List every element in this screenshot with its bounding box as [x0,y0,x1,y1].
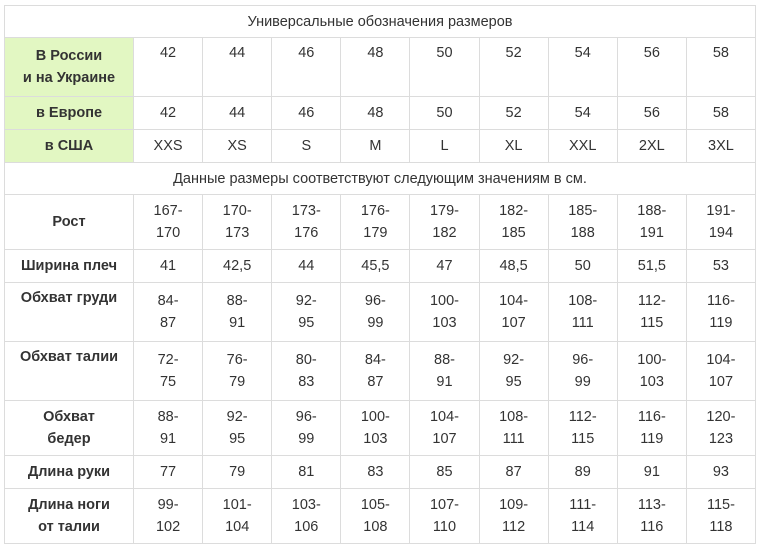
size-cell: XS [203,130,272,163]
measurement-cell: 84- 87 [341,342,410,401]
measurement-row [5,250,756,283]
row-label: в США [5,130,134,163]
measurement-cell: 99- 102 [134,489,203,544]
size-cell: 56 [617,97,686,130]
measurement-cell: 100- 103 [341,401,410,456]
measurement-cell: 167- 170 [134,195,203,250]
measurement-cell: 103- 106 [272,489,341,544]
measurement-cell: 104- 107 [686,342,755,401]
size-cell: 58 [686,97,755,130]
size-cell: M [341,130,410,163]
row-label: Обхват груди [5,283,134,342]
measurement-cell: 48,5 [479,250,548,283]
row-label: Обхват бедер [5,401,134,456]
size-cell: 3XL [686,130,755,163]
size-cell: 46 [272,38,341,97]
size-cell: 58 [686,38,755,97]
measurement-cell: 182- 185 [479,195,548,250]
measurement-cell: 96- 99 [272,401,341,456]
row-label: Длина ноги от талии [5,489,134,544]
measurement-cell: 93 [686,456,755,489]
size-row-russia [5,38,756,97]
table-title-row [5,6,756,38]
measurement-row [5,195,756,250]
measurement-cell: 80- 83 [272,342,341,401]
measurement-cell: 111- 114 [548,489,617,544]
measurement-cell: 77 [134,456,203,489]
size-row-europe [5,97,756,130]
size-cell: 48 [341,97,410,130]
measurement-cell: 100- 103 [617,342,686,401]
measurement-cell: 92- 95 [203,401,272,456]
size-cell: 48 [341,38,410,97]
size-cell: 50 [410,38,479,97]
measurement-cell: 44 [272,250,341,283]
size-chart-table [4,5,756,544]
size-cell: 52 [479,97,548,130]
size-cell: XL [479,130,548,163]
size-cell: L [410,130,479,163]
measurement-cell: 113- 116 [617,489,686,544]
measurement-cell: 41 [134,250,203,283]
note-row [5,163,756,195]
measurement-cell: 45,5 [341,250,410,283]
measurement-cell: 100- 103 [410,283,479,342]
measurement-cell: 92- 95 [272,283,341,342]
measurement-row [5,342,756,401]
measurement-cell: 105- 108 [341,489,410,544]
measurement-cell: 104- 107 [479,283,548,342]
size-row-usa [5,130,756,163]
measurement-cell: 96- 99 [341,283,410,342]
size-cell: XXS [134,130,203,163]
size-cell: 44 [203,38,272,97]
size-cell: 52 [479,38,548,97]
measurement-cell: 96- 99 [548,342,617,401]
measurement-cell: 191- 194 [686,195,755,250]
row-label: В России и на Украине [5,38,134,97]
measurement-cell: 107- 110 [410,489,479,544]
size-cell: S [272,130,341,163]
measurement-cell: 108- 111 [548,283,617,342]
measurement-cell: 101- 104 [203,489,272,544]
measurement-cell: 53 [686,250,755,283]
measurement-cell: 88- 91 [134,401,203,456]
measurement-cell: 112- 115 [548,401,617,456]
size-chart-body [5,6,756,544]
measurement-cell: 179- 182 [410,195,479,250]
size-cell: 44 [203,97,272,130]
measurement-cell: 104- 107 [410,401,479,456]
size-cell: XXL [548,130,617,163]
measurement-row [5,456,756,489]
measurement-cell: 120- 123 [686,401,755,456]
measurement-cell: 50 [548,250,617,283]
measurement-cell: 42,5 [203,250,272,283]
measurement-cell: 79 [203,456,272,489]
table-title: Универсальные обозначения размеров [5,6,756,38]
measurement-cell: 116- 119 [686,283,755,342]
measurement-cell: 85 [410,456,479,489]
measurement-cell: 170- 173 [203,195,272,250]
measurement-cell: 72- 75 [134,342,203,401]
measurement-cell: 185- 188 [548,195,617,250]
size-cell: 54 [548,38,617,97]
measurement-cell: 115- 118 [686,489,755,544]
size-cell: 2XL [617,130,686,163]
size-cell: 42 [134,38,203,97]
measurement-cell: 91 [617,456,686,489]
measurement-cell: 112- 115 [617,283,686,342]
size-cell: 56 [617,38,686,97]
measurement-cell: 47 [410,250,479,283]
measurement-row [5,283,756,342]
size-cell: 46 [272,97,341,130]
measurement-cell: 84- 87 [134,283,203,342]
measurement-cell: 92- 95 [479,342,548,401]
measurement-cell: 83 [341,456,410,489]
size-cell: 54 [548,97,617,130]
measurement-cell: 108- 111 [479,401,548,456]
measurement-note: Данные размеры соответствуют следующим значениям в см. [5,163,756,195]
size-cell: 50 [410,97,479,130]
row-label: Обхват талии [5,342,134,401]
measurement-cell: 188- 191 [617,195,686,250]
measurement-cell: 88- 91 [203,283,272,342]
measurement-cell: 173- 176 [272,195,341,250]
measurement-row [5,489,756,544]
measurement-cell: 81 [272,456,341,489]
measurement-cell: 116- 119 [617,401,686,456]
measurement-cell: 109- 112 [479,489,548,544]
measurement-row [5,401,756,456]
measurement-cell: 76- 79 [203,342,272,401]
size-cell: 42 [134,97,203,130]
measurement-cell: 88- 91 [410,342,479,401]
row-label: Рост [5,195,134,250]
row-label: Длина руки [5,456,134,489]
row-label: в Европе [5,97,134,130]
row-label: Ширина плеч [5,250,134,283]
measurement-cell: 89 [548,456,617,489]
measurement-cell: 51,5 [617,250,686,283]
measurement-cell: 176- 179 [341,195,410,250]
measurement-cell: 87 [479,456,548,489]
